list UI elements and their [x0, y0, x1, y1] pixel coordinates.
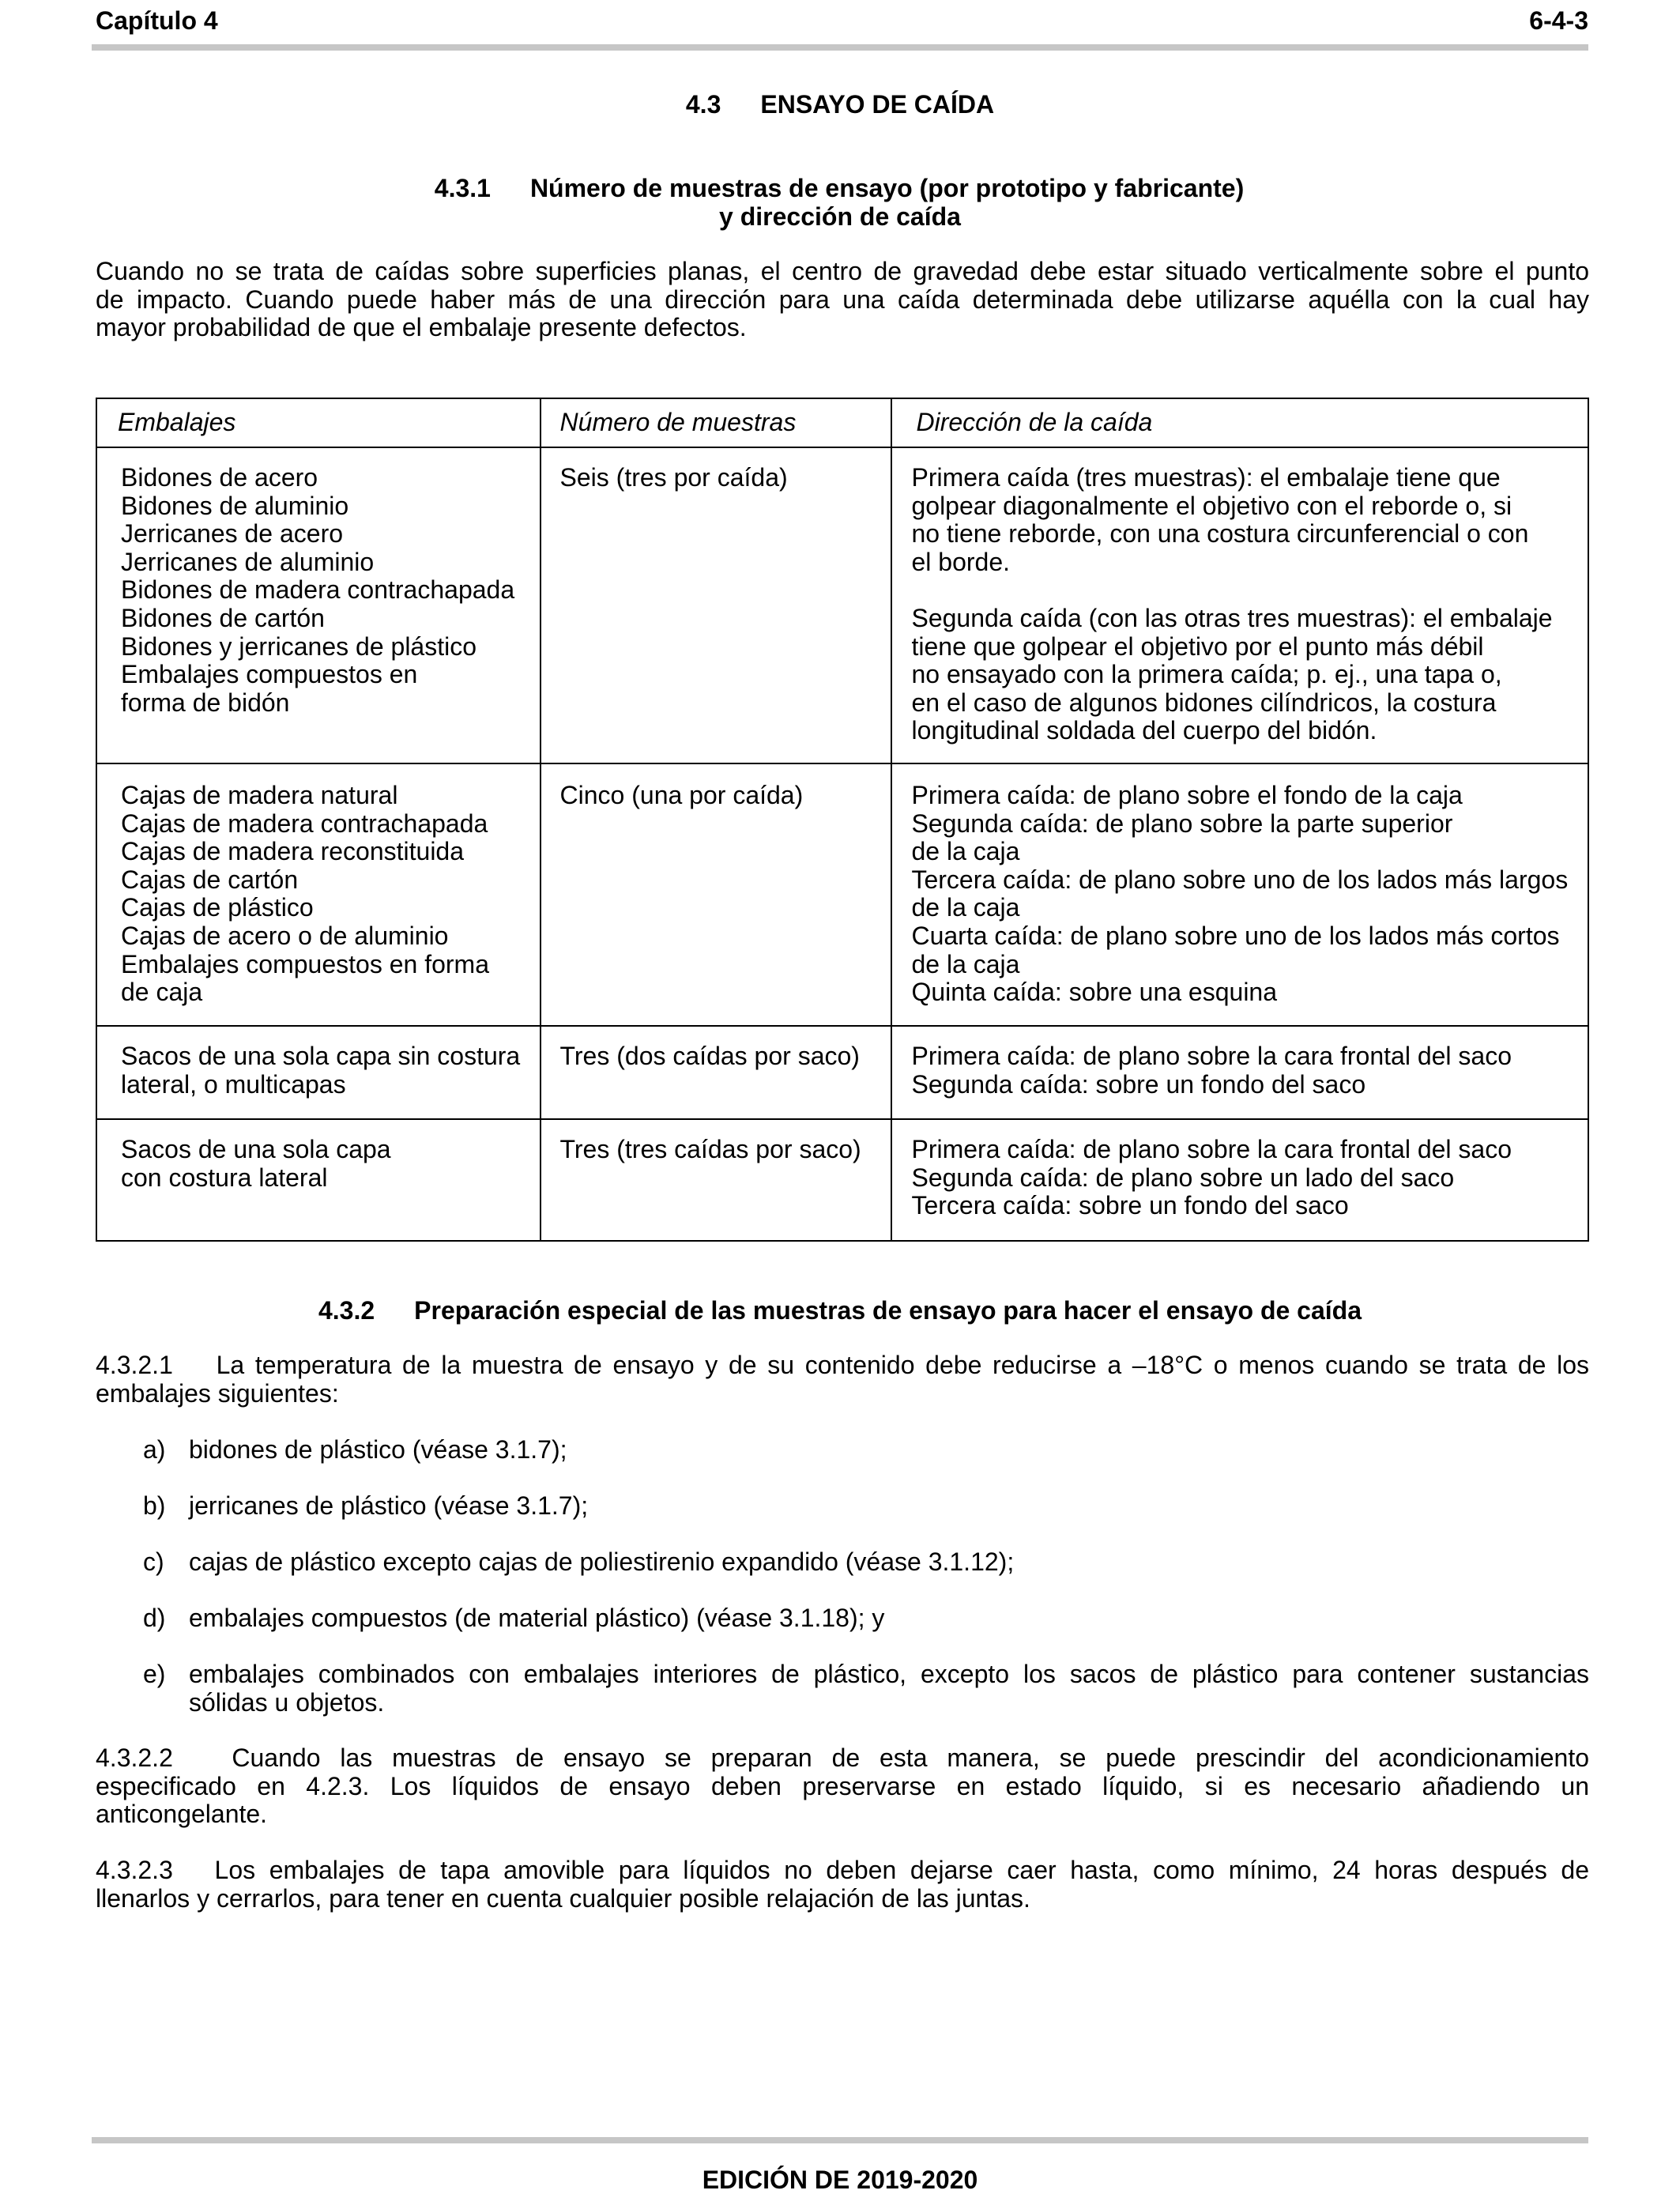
list-text-line-1: embalajes combinados con embalajes interiores de plástico, excepto los sacos de plástico para contener sustancias	[189, 1660, 1589, 1688]
subsection-2-heading: Preparación especial de las muestras de ensayo para hacer el ensayo de caída	[414, 1296, 1362, 1325]
list-label: c)	[143, 1547, 164, 1576]
paragraph-4-3-2-1	[96, 1351, 1589, 1408]
direction-cell	[891, 763, 1588, 1026]
samples-value: Tres (tres caídas por saco)	[559, 1135, 861, 1163]
packaging-item: Cajas de acero o de aluminio	[121, 921, 449, 950]
list-text: bidones de plástico (véase 3.1.7);	[189, 1435, 567, 1464]
header-samples: Número de muestras	[541, 398, 892, 447]
list-text: embalajes compuestos (de material plástico) (véase 3.1.18); y	[189, 1604, 885, 1632]
header-direction: Dirección de la caída	[891, 398, 1588, 447]
packaging-item: Cajas de madera natural	[121, 781, 398, 809]
section-heading: ENSAYO DE CAÍDA	[760, 90, 995, 119]
packaging-item: Cajas de madera contrachapada	[121, 809, 488, 838]
p4321-line-2: embalajes siguientes:	[96, 1378, 339, 1408]
direction-cell	[891, 447, 1588, 763]
list-item	[96, 1661, 1589, 1717]
direction-line: Segunda caída: de plano sobre un lado del saco	[911, 1163, 1455, 1192]
table-row	[96, 763, 1588, 1026]
samples-cell	[541, 1119, 892, 1241]
direction-line: no tiene reborde, con una costura circunferencial o con	[911, 519, 1529, 548]
direction-cell	[891, 1026, 1588, 1119]
direction-line: Primera caída: de plano sobre la cara frontal del saco	[911, 1042, 1512, 1070]
subsection-1-heading-line2: y dirección de caída	[719, 202, 961, 231]
p4323-line-2: llenarlos y cerrarlos, para tener en cuenta cualquier posible relajación de las juntas.	[96, 1883, 1030, 1913]
packaging-item: Bidones y jerricanes de plástico	[121, 631, 477, 661]
packaging-item: Cajas de madera reconstituida	[121, 837, 465, 866]
list-text	[189, 1661, 1589, 1717]
direction-line: no ensayado con la primera caída; p. ej., una tapa o,	[911, 660, 1502, 689]
direction-line: de la caja	[911, 893, 1020, 922]
edition-label: EDICIÓN DE 2019-2020	[702, 2166, 978, 2194]
direction-line: tiene que golpear el objetivo por el punto más débil	[911, 631, 1484, 661]
packaging-item: Cajas de cartón	[121, 865, 299, 894]
direction-line: Tercera caída: sobre un fondo del saco	[911, 1191, 1349, 1220]
intro-line-1: Cuando no se trata de caídas sobre superficies planas, el centro de gravedad debe estar situado verticalmente sobre el punto	[96, 257, 1589, 285]
section-number: 4.3	[685, 90, 721, 119]
packaging-item: Jerricanes de aluminio	[121, 547, 375, 576]
packaging-item: con costura lateral	[121, 1163, 328, 1192]
direction-line: longitudinal soldada del cuerpo del bidón.	[911, 716, 1377, 745]
section-title	[0, 90, 1680, 119]
table-header-row	[96, 398, 1588, 447]
packaging-item: Jerricanes de acero	[121, 519, 344, 548]
subsection-1-title	[0, 174, 1680, 202]
table-row	[96, 1026, 1588, 1119]
direction-line: el borde.	[911, 547, 1010, 576]
direction-line: Quinta caída: sobre una esquina	[911, 978, 1278, 1007]
header-packagings: Embalajes	[96, 398, 541, 447]
direction-line: de la caja	[911, 949, 1020, 978]
direction-line: Primera caída: de plano sobre el fondo de la caja	[911, 781, 1463, 809]
samples-value: Seis (tres por caída)	[559, 463, 788, 492]
packaging-item: de caja	[121, 978, 203, 1007]
packagings-cell	[96, 447, 541, 763]
intro-line-3: mayor probabilidad de que el embalaje presente defectos.	[96, 313, 747, 342]
samples-value: Tres (dos caídas por saco)	[559, 1042, 860, 1070]
direction-line: golpear diagonalmente el objetivo con el reborde o, si	[911, 491, 1512, 520]
packaging-item: lateral, o multicapas	[121, 1069, 346, 1099]
packagings-cell	[96, 763, 541, 1026]
samples-cell	[541, 447, 892, 763]
table-row	[96, 447, 1588, 763]
direction-cell	[891, 1119, 1588, 1241]
page-number: 6-4-3	[1529, 6, 1588, 35]
list-label: b)	[143, 1491, 166, 1520]
paragraph-4-3-2-2	[96, 1744, 1589, 1829]
packaging-item: Sacos de una sola capa sin costura	[121, 1042, 521, 1070]
intro-paragraph	[96, 258, 1589, 342]
table-row	[96, 1119, 1588, 1241]
packaging-item: Cajas de plástico	[121, 893, 314, 922]
header-rule	[92, 44, 1588, 51]
direction-line: Primera caída (tres muestras): el embalaje tiene que	[911, 463, 1501, 492]
packagings-cell	[96, 1119, 541, 1241]
list-label: d)	[143, 1604, 166, 1632]
direction-line: Segunda caída: sobre un fondo del saco	[911, 1069, 1366, 1099]
paragraph-4-3-2-3	[96, 1857, 1589, 1913]
direction-line: Tercera caída: de plano sobre uno de los lados más largos	[911, 865, 1569, 894]
packaging-item: Embalajes compuestos en	[121, 660, 418, 689]
samples-cell	[541, 1026, 892, 1119]
direction-line: Cuarta caída: de plano sobre uno de los lados más cortos	[911, 921, 1560, 950]
samples-value: Cinco (una por caída)	[559, 781, 804, 809]
p4323-line-1: 4.3.2.3 Los embalajes de tapa amovible para líquidos no deben dejarse caer hasta, como mínimo, 24 horas después de	[96, 1856, 1589, 1884]
list-label: a)	[143, 1435, 166, 1464]
packaging-item: forma de bidón	[121, 688, 290, 717]
list-text-line-2: sólidas u objetos.	[189, 1687, 385, 1717]
direction-line: en el caso de algunos bidones cilíndricos, la costura	[911, 688, 1497, 717]
direction-line: Segunda caída (con las otras tres muestras): el embalaje	[911, 603, 1553, 632]
p4322-line-3: anticongelante.	[96, 1800, 268, 1829]
list-text: cajas de plástico excepto cajas de poliestirenio expandido (véase 3.1.12);	[189, 1547, 1015, 1576]
footer-rule	[92, 2137, 1588, 2143]
p4321-line-1: 4.3.2.1 La temperatura de la muestra de ensayo y de su contenido debe reducirse a –18°C o menos cuando se trata de los	[96, 1351, 1589, 1379]
list-text: jerricanes de plástico (véase 3.1.7);	[189, 1491, 589, 1520]
packaging-item: Sacos de una sola capa	[121, 1135, 391, 1163]
p4322-line-1: 4.3.2.2 Cuando las muestras de ensayo se preparan de esta manera, se puede prescindir del acondicionamiento	[96, 1744, 1589, 1772]
subsection-1-heading-line1: Número de muestras de ensayo (por prototipo y fabricante)	[529, 174, 1245, 202]
chapter-label: Capítulo 4	[96, 6, 218, 35]
packaging-item: Bidones de acero	[121, 463, 318, 492]
direction-line: Primera caída: de plano sobre la cara frontal del saco	[911, 1135, 1512, 1163]
subsection-2-title	[0, 1296, 1680, 1325]
list-label: e)	[143, 1660, 166, 1688]
intro-line-2: de impacto. Cuando puede haber más de una dirección para una caída determinada debe utilizarse aquélla con la cual hay	[96, 285, 1589, 314]
packaging-item: Embalajes compuestos en forma	[121, 949, 489, 978]
samples-cell	[541, 763, 892, 1026]
subsection-2-number: 4.3.2	[318, 1296, 375, 1325]
packaging-item: Bidones de madera contrachapada	[121, 575, 515, 605]
drop-test-table	[96, 398, 1589, 1242]
paragraph-gap	[911, 576, 1576, 605]
packagings-cell	[96, 1026, 541, 1119]
packaging-item: Bidones de cartón	[121, 603, 325, 632]
packaging-item: Bidones de aluminio	[121, 491, 349, 520]
p4322-line-2: especificado en 4.2.3. Los líquidos de ensayo deben preservarse en estado líquido, si es necesario añadiendo un	[96, 1771, 1589, 1800]
direction-line: Segunda caída: de plano sobre la parte superior	[911, 809, 1453, 838]
subsection-1-number: 4.3.1	[434, 174, 491, 202]
direction-line: de la caja	[911, 837, 1020, 866]
